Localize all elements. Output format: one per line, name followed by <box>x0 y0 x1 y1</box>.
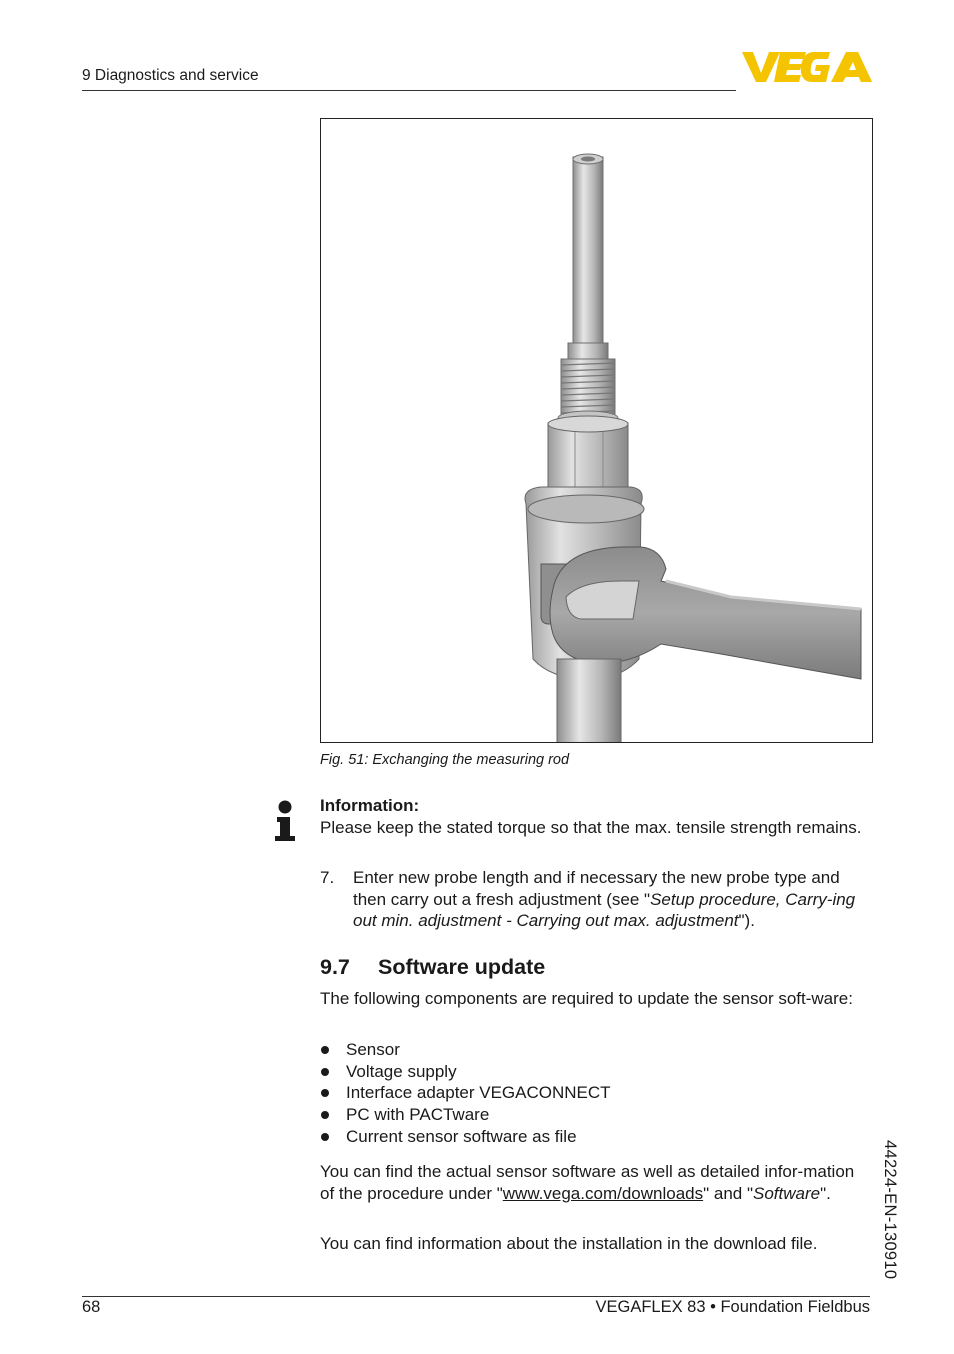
list-item <box>320 1061 870 1083</box>
vega-logo <box>742 50 872 84</box>
info-icon <box>274 800 296 844</box>
info-text: Please keep the stated torque so that the max. tensile strength remains. <box>320 817 862 837</box>
list-item <box>320 1126 870 1148</box>
step-text-after: "). <box>738 911 755 930</box>
list-item <box>320 1082 870 1104</box>
bullet-icon <box>321 1089 329 1097</box>
requirements-list <box>320 1039 870 1147</box>
para-software: Software <box>753 1183 821 1203</box>
para-text: " and " <box>703 1183 753 1203</box>
bullet-icon <box>321 1046 329 1054</box>
measuring-rod-illustration <box>321 119 873 743</box>
page-number: 68 <box>82 1298 101 1316</box>
download-paragraph <box>320 1161 870 1204</box>
bullet-icon <box>321 1133 329 1141</box>
footer-title: VEGAFLEX 83 • Foundation Fieldbus <box>595 1298 870 1316</box>
list-item <box>320 1039 870 1061</box>
section-heading <box>320 955 545 980</box>
bullet-icon <box>321 1068 329 1076</box>
installation-paragraph: You can find information about the installation in the download file. <box>320 1234 818 1253</box>
list-item-text: PC with PACTware <box>346 1105 490 1125</box>
list-item-text: Voltage supply <box>346 1061 457 1081</box>
list-item <box>320 1104 870 1126</box>
section-title: Software update <box>378 955 546 979</box>
step-text-before: Enter new probe length and if necessary the new probe type and then carry out a fresh adjustment (see " <box>353 868 840 909</box>
footer-rule <box>82 1296 870 1297</box>
running-header: 9 Diagnostics and service <box>82 67 259 84</box>
figure-frame <box>320 118 873 743</box>
para-text: ". <box>820 1183 831 1203</box>
bullet-icon <box>321 1111 329 1119</box>
list-item-text: Current sensor software as file <box>346 1126 577 1146</box>
info-note <box>320 795 870 838</box>
step-number: 7. <box>320 868 335 887</box>
para-text: You can find the actual sensor software as well as detailed infor-mation of the procedure under " <box>320 1162 855 1203</box>
header-rule <box>82 90 736 91</box>
info-title: Information: <box>320 796 420 815</box>
step-text-reference: Setup procedure, Carry-ing out min. adjustment - Carrying out max. adjustment <box>353 889 856 930</box>
list-item-text: Interface adapter VEGACONNECT <box>346 1083 611 1103</box>
figure-caption: Fig. 51: Exchanging the measuring rod <box>320 752 570 768</box>
section-number: 9.7 <box>320 955 350 979</box>
list-item-text: Sensor <box>346 1040 400 1059</box>
document-code: 44224-EN-130910 <box>881 1140 899 1280</box>
section-intro: The following components are required to update the sensor soft-ware: <box>320 989 853 1008</box>
downloads-link[interactable]: www.vega.com/downloads <box>502 1183 704 1203</box>
step-text <box>353 867 873 932</box>
